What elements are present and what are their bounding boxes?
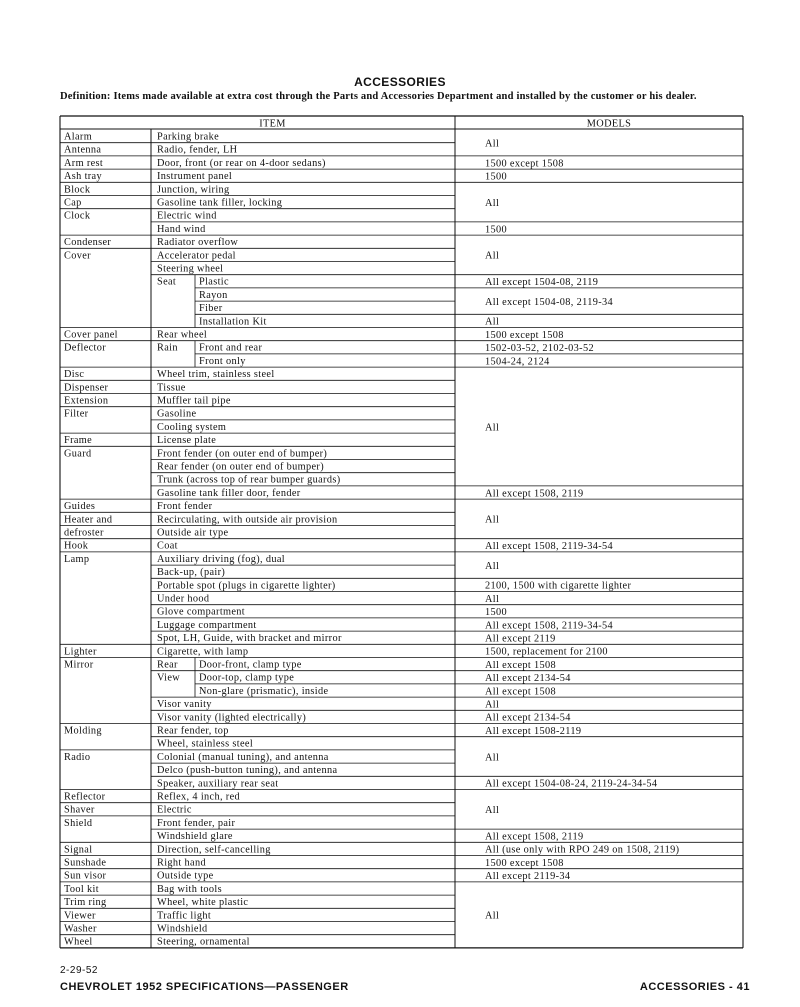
item-description: Outside air type xyxy=(157,527,229,539)
item-description: Gasoline tank filler door, fender xyxy=(157,487,301,499)
item-subtype: Front only xyxy=(199,355,246,367)
item-description: Electric wind xyxy=(157,210,217,222)
item-description: Wheel, stainless steel xyxy=(157,738,254,750)
item-description: Cooling system xyxy=(157,421,227,433)
item-category: Cap xyxy=(64,197,82,209)
model-applicability: All except 1508 xyxy=(485,686,557,698)
item-description: Auxiliary driving (fog), dual xyxy=(157,553,285,565)
item-category: Hook xyxy=(64,540,89,552)
item-category: Viewer xyxy=(64,910,96,922)
model-applicability: All xyxy=(485,910,500,922)
model-applicability: 1502-03-52, 2102-03-52 xyxy=(485,343,594,355)
item-category: Clock xyxy=(64,210,91,222)
item-category: Shaver xyxy=(64,804,95,816)
item-description: Reflex, 4 inch, red xyxy=(157,791,240,803)
item-category: Heater and xyxy=(64,514,113,526)
item-category: Washer xyxy=(64,923,97,935)
definition-text: Definition: Items made available at extra cost through the Parts and Accessories Department and installed by the customer or his dealer. xyxy=(60,91,697,102)
item-description: Visor vanity (lighted electrically) xyxy=(157,712,307,724)
model-applicability: 1500 xyxy=(485,171,507,183)
model-applicability: 1500 xyxy=(485,607,507,619)
item-category: Molding xyxy=(64,725,102,737)
page-title: ACCESSORIES xyxy=(354,75,446,89)
model-applicability: All xyxy=(485,138,500,150)
item-category: Deflector xyxy=(64,342,107,354)
model-applicability: All except 1504-08, 2119 xyxy=(485,277,599,289)
item-category: Radio xyxy=(64,751,91,763)
item-description: Rain xyxy=(157,342,178,354)
item-category: Reflector xyxy=(64,791,106,803)
item-description: Front fender xyxy=(157,501,213,513)
item-category: Lighter xyxy=(64,646,97,658)
item-subtype: Non-glare (prismatic), inside xyxy=(199,685,329,697)
item-description: Rear fender, top xyxy=(157,725,229,737)
item-description: View xyxy=(157,672,181,684)
item-category: Frame xyxy=(64,435,93,447)
item-category: Condenser xyxy=(64,237,112,249)
item-description: Wheel, white plastic xyxy=(157,897,249,909)
footer-page-number: ACCESSORIES - 41 xyxy=(639,981,750,993)
item-description: Under hood xyxy=(157,593,210,605)
footer-publication: CHEVROLET 1952 SPECIFICATIONS—PASSENGER xyxy=(60,981,349,993)
item-description: Rear fender (on outer end of bumper) xyxy=(157,461,324,473)
item-description: Portable spot (plugs in cigarette lighter) xyxy=(157,580,336,592)
header-item: ITEM xyxy=(259,118,286,130)
model-applicability: 1500 except 1508 xyxy=(485,329,564,341)
model-applicability: All xyxy=(485,422,500,434)
item-description: Trunk (across top of rear bumper guards) xyxy=(157,474,341,486)
model-applicability: All except 2119-34 xyxy=(485,871,571,883)
item-description: Wheel trim, stainless steel xyxy=(157,369,275,381)
item-subtype: Installation Kit xyxy=(199,316,267,328)
item-category: Guides xyxy=(64,501,96,513)
item-description: Speaker, auxiliary rear seat xyxy=(157,778,279,790)
model-applicability: All xyxy=(485,316,500,328)
item-description: Instrument panel xyxy=(157,171,233,183)
item-description: Steering wheel xyxy=(157,263,224,275)
item-subtype: Door-front, clamp type xyxy=(199,659,302,671)
item-description: Muffler tail pipe xyxy=(157,395,231,407)
item-description: Recirculating, with outside air provision xyxy=(157,514,338,526)
item-category: Cover panel xyxy=(64,329,118,341)
model-applicability: All except 1508-2119 xyxy=(485,725,582,737)
model-applicability: 1504-24, 2124 xyxy=(485,356,550,368)
model-applicability: All xyxy=(485,197,500,209)
item-description: Junction, wiring xyxy=(157,184,230,196)
item-category: Sunshade xyxy=(64,857,107,869)
item-description: Cigarette, with lamp xyxy=(157,646,249,658)
item-subtype: Front and rear xyxy=(199,342,263,354)
item-category: Lamp xyxy=(64,553,90,565)
model-applicability: All xyxy=(485,699,500,711)
model-applicability: All (use only with RPO 249 on 1508, 2119) xyxy=(485,844,680,856)
footer-date: 2-29-52 xyxy=(60,965,98,976)
item-category: Mirror xyxy=(64,659,94,671)
item-category: Disc xyxy=(64,369,85,381)
item-category: Signal xyxy=(64,844,93,856)
item-category: Extension xyxy=(64,395,109,407)
item-category: Alarm xyxy=(64,131,93,143)
model-applicability: All except 1508, 2119-34-54 xyxy=(485,620,614,632)
item-description: Direction, self-cancelling xyxy=(157,844,271,856)
item-description: Steering, ornamental xyxy=(157,936,250,948)
item-description: Right hand xyxy=(157,857,206,869)
item-subtype: Fiber xyxy=(199,303,223,315)
model-applicability: All except 1504-08-24, 2119-24-34-54 xyxy=(485,778,658,790)
item-category: Sun visor xyxy=(64,870,107,882)
item-description: Visor vanity xyxy=(157,699,212,711)
item-description: Traffic light xyxy=(157,910,212,922)
item-category: Ash tray xyxy=(64,171,102,183)
item-subtype: Rayon xyxy=(199,289,228,301)
item-description: Windshield glare xyxy=(157,831,233,843)
model-applicability: 1500 except 1508 xyxy=(485,158,564,170)
item-category: Guard xyxy=(64,448,92,460)
item-description: Front fender (on outer end of bumper) xyxy=(157,448,328,460)
model-applicability: All xyxy=(485,250,500,262)
item-category: defroster xyxy=(64,527,104,539)
model-applicability: All except 1508, 2119 xyxy=(485,488,584,500)
item-description: Accelerator pedal xyxy=(157,250,236,262)
item-description: Colonial (manual tuning), and antenna xyxy=(157,751,329,763)
item-category: Arm rest xyxy=(64,157,104,169)
model-applicability: All xyxy=(485,593,500,605)
header-models: MODELS xyxy=(586,118,632,130)
item-description: Radio, fender, LH xyxy=(157,144,238,156)
item-description: Radiator overflow xyxy=(157,237,239,249)
item-category: Filter xyxy=(64,408,89,420)
item-description: Rear wheel xyxy=(157,329,208,341)
model-applicability: All except 1504-08, 2119-34 xyxy=(485,296,614,308)
model-applicability: All xyxy=(485,805,500,817)
item-description: Electric xyxy=(157,804,192,816)
model-applicability: 1500 except 1508 xyxy=(485,857,564,869)
model-applicability: All except 1508 xyxy=(485,659,557,671)
item-subtype: Door-top, clamp type xyxy=(199,672,295,684)
model-applicability: All except 1508, 2119 xyxy=(485,831,584,843)
item-category: Tool kit xyxy=(64,883,99,895)
item-category: Antenna xyxy=(64,144,102,156)
item-description: Windshield xyxy=(157,923,208,935)
item-description: Door, front (or rear on 4-door sedans) xyxy=(157,157,326,169)
model-applicability: All except 2119 xyxy=(485,633,556,645)
item-description: Rear xyxy=(157,659,178,671)
item-category: Shield xyxy=(64,817,93,829)
item-description: Bag with tools xyxy=(157,883,222,895)
item-description: Gasoline tank filler, locking xyxy=(157,197,283,209)
item-category: Cover xyxy=(64,250,91,262)
item-description: Glove compartment xyxy=(157,606,246,618)
model-applicability: 1500, replacement for 2100 xyxy=(485,646,608,658)
item-description: Back-up, (pair) xyxy=(157,567,226,579)
model-applicability: All except 2134-54 xyxy=(485,673,571,685)
item-subtype: Plastic xyxy=(199,276,229,288)
item-description: Spot, LH, Guide, with bracket and mirror xyxy=(157,633,342,645)
model-applicability: 1500 xyxy=(485,224,507,236)
item-description: Coat xyxy=(157,540,178,552)
item-description: Luggage compartment xyxy=(157,619,257,631)
item-category: Block xyxy=(64,184,91,196)
item-description: Gasoline xyxy=(157,408,197,420)
item-description: Parking brake xyxy=(157,131,220,143)
item-category: Wheel xyxy=(64,936,93,948)
item-description: License plate xyxy=(157,435,217,447)
item-description: Outside type xyxy=(157,870,214,882)
item-category: Dispenser xyxy=(64,382,109,394)
item-description: Hand wind xyxy=(157,223,206,235)
model-applicability: All except 1508, 2119-34-54 xyxy=(485,541,614,553)
model-applicability: All xyxy=(485,752,500,764)
item-description: Tissue xyxy=(157,382,186,394)
model-applicability: All xyxy=(485,560,500,572)
item-description: Delco (push-button tuning), and antenna xyxy=(157,765,338,777)
item-description: Seat xyxy=(157,276,177,288)
model-applicability: All xyxy=(485,514,500,526)
model-applicability: 2100, 1500 with cigarette lighter xyxy=(485,580,632,592)
model-applicability: All except 2134-54 xyxy=(485,712,571,724)
item-description: Front fender, pair xyxy=(157,817,236,829)
item-category: Trim ring xyxy=(64,897,107,909)
